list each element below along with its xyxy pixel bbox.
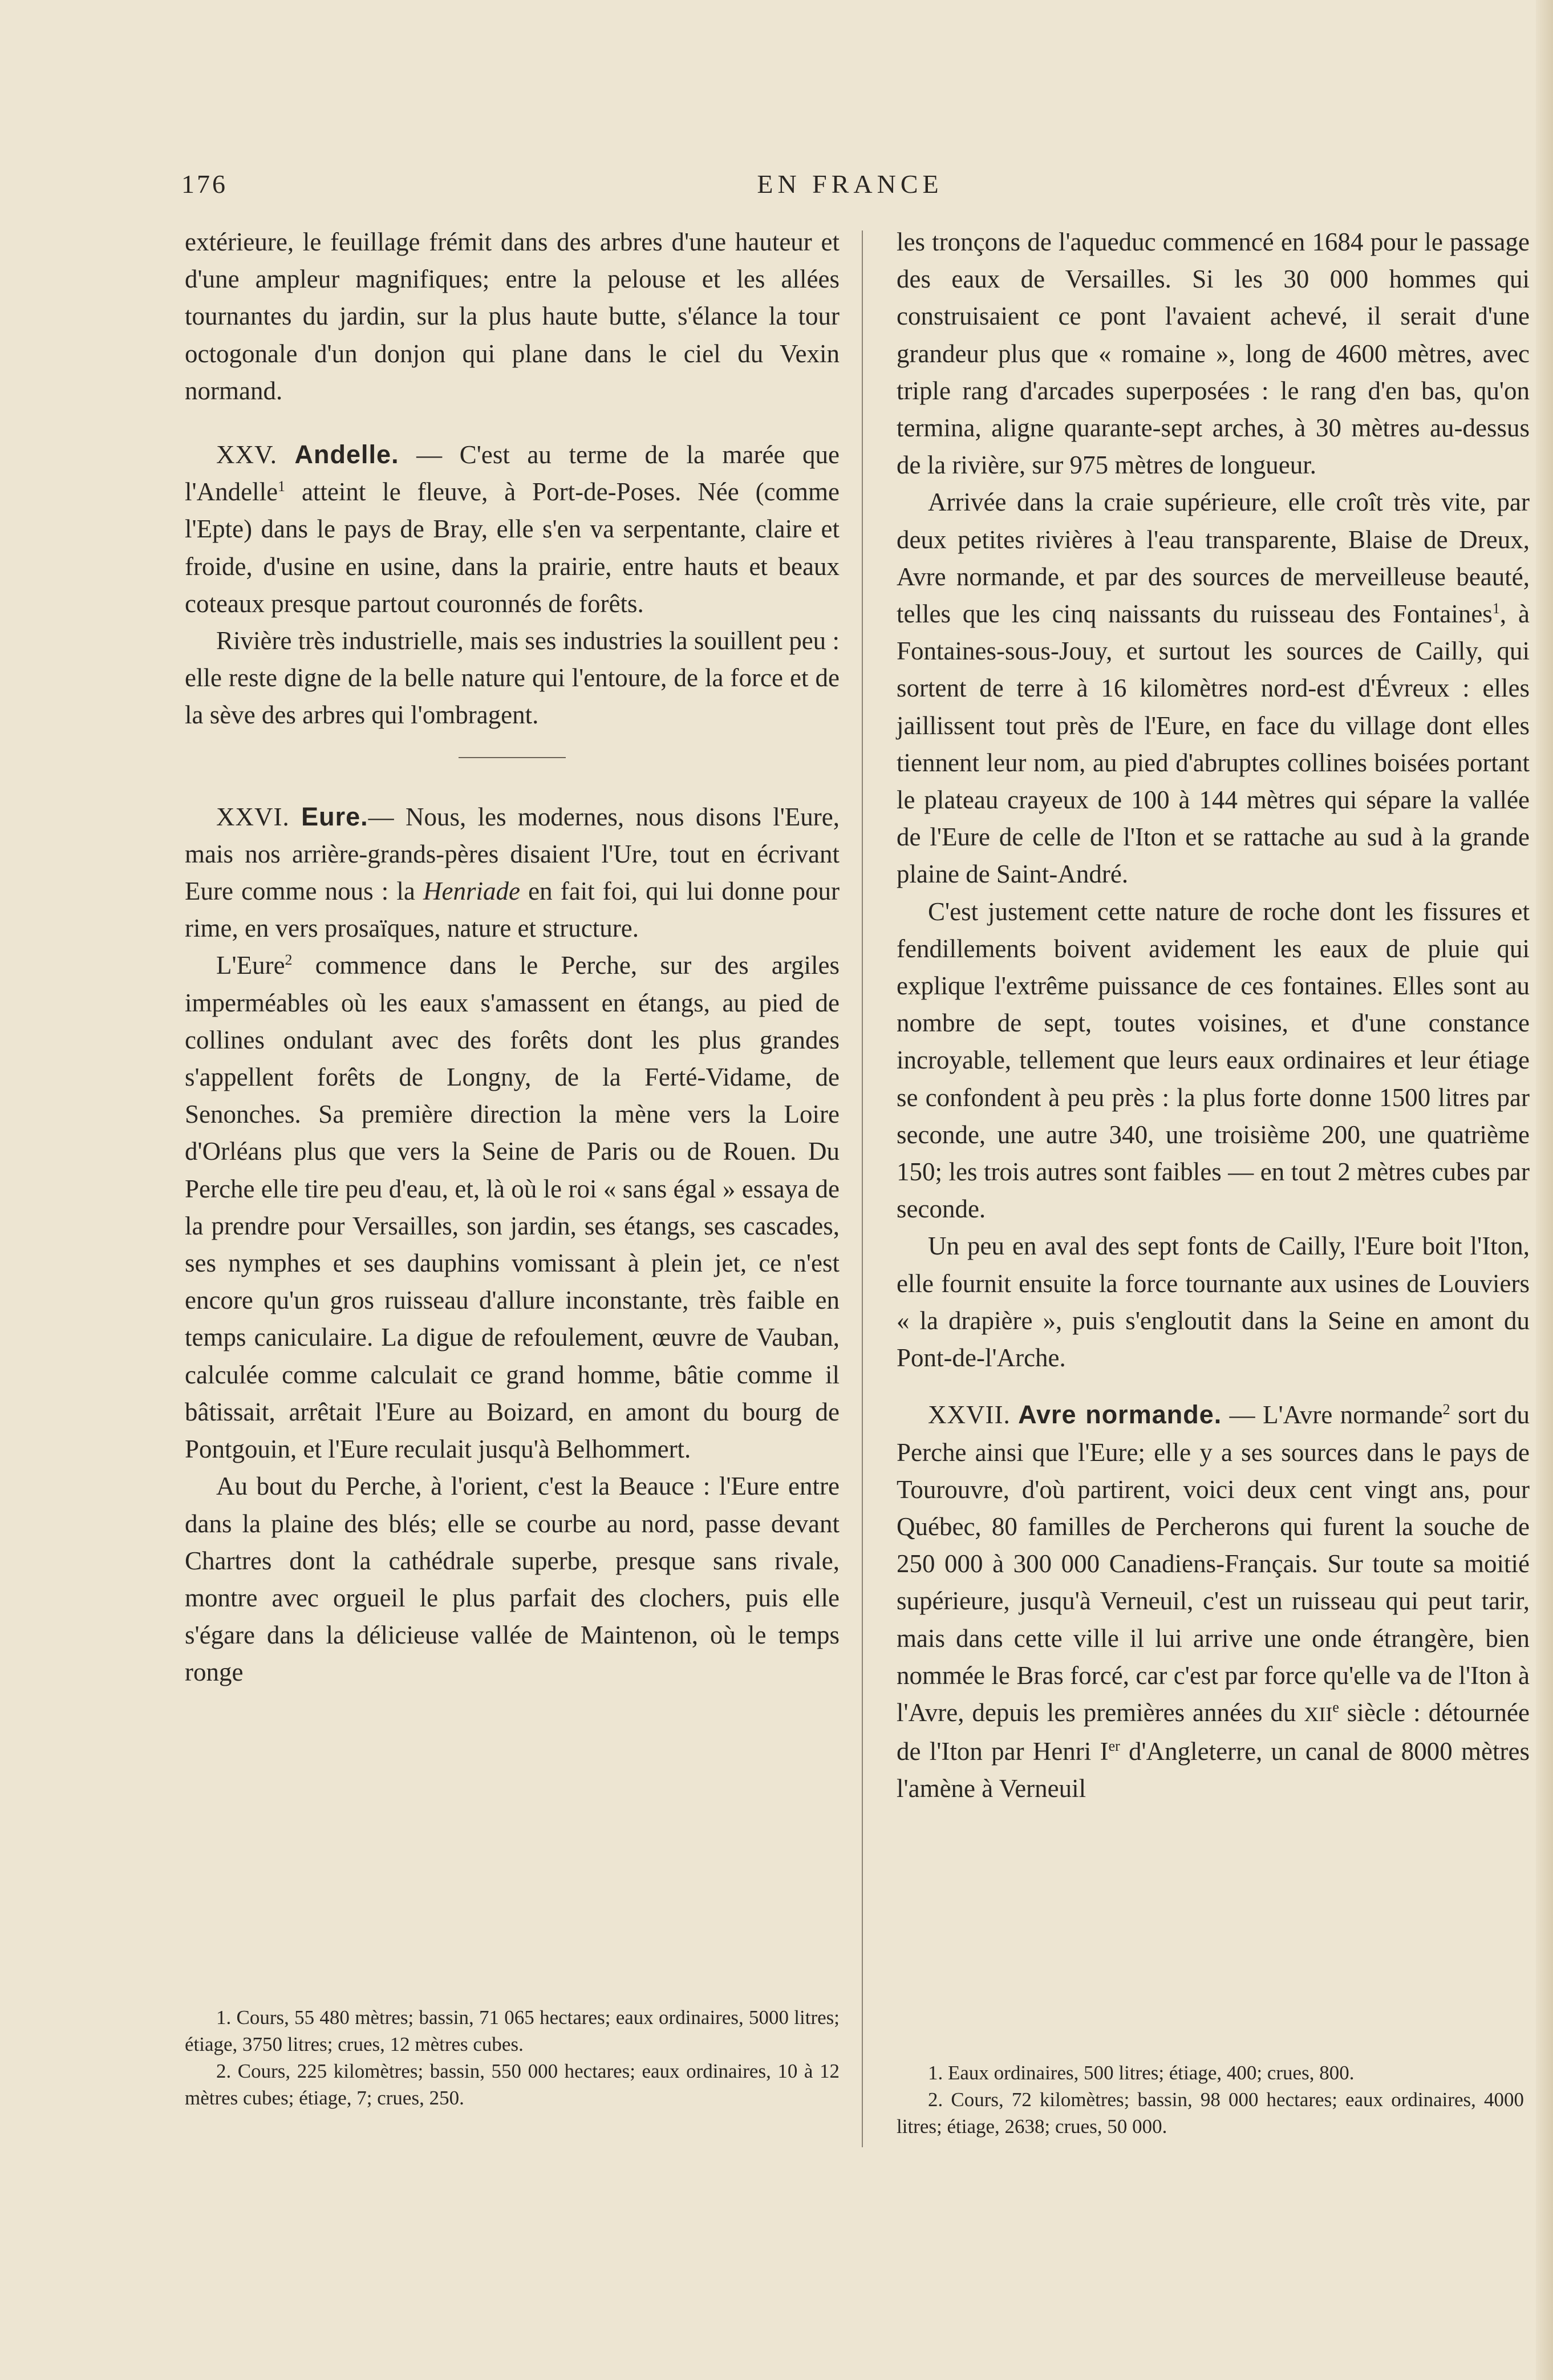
paragraph-text: siècle : détournée de l'Iton par Henri: [897, 1698, 1530, 1766]
running-title: EN FRANCE: [757, 169, 943, 199]
paragraph-text: L'Eure: [216, 951, 285, 980]
italic-title: Henriade: [423, 877, 520, 906]
page-number: 176: [181, 169, 228, 199]
paragraph-text: Arrivée dans la craie supérieure, elle croît très vite, par deux petites rivières à l'eau transparente, Blaise de Dreux, Avre normande, et par des sources de merveilleuse beauté, telles que les cinq naissants du ruisseau des Fontaines: [897, 488, 1530, 629]
paragraph: les tronçons de l'aqueduc commencé en 1684 pour le passage des eaux de Versailles. Si les 30 000 hommes qui construisaient ce pont l'avaient achevé, il serait d'une grandeur plus que « romaine », long de 4600 mètres, avec triple rang d'arcades superposées : le rang d'en bas, qu'on termina, aligne quarante-sept arches, à 30 mètres au-dessus de la rivière, sur 975 mètres de longueur.: [897, 228, 1530, 480]
section-xxvi: [185, 798, 840, 948]
paragraph: Un peu en aval des sept fonts de Cailly, l'Eure boit l'Iton, elle fournit ensuite la force tournante aux usines de Louviers « la drapière », puis s'engloutit dans la Seine en amont du Pont-de-l'Arche.: [897, 1232, 1530, 1373]
paragraph-text: , à Fontaines-sous-Jouy, et surtout les sources de Cailly, qui sortent de terre à 16 kilomètres nord-est d'Évreux : elles jaillissent tout près de l'Eure, en face du village dont elles tiennent leur nom, au pied d'abruptes collines boisées portant le plateau crayeux de 100 à 144 mètres qui sépare la vallée de l'Eure de celle de l'Iton et se rattache au sud à la grande plaine de Saint-André.: [897, 600, 1530, 889]
section-title-andelle: Andelle.: [294, 440, 399, 469]
section-separator: [459, 757, 566, 758]
section-number: XXVI.: [216, 802, 290, 831]
paragraph-text: commence dans le Perche, sur des argiles imperméables où les eaux s'amassent en étangs, au pied de collines ondulant avec des forêts dont les plus grandes s'appellent forêts de Longny, de la Ferté-Vidame, de Senonches. Sa première direction la mène vers la Loire d'Orléans plus que vers la Seine de Paris ou de Rouen. Du Perche elle tire peu d'eau, et, là où le roi « sans égal » essaya de la prendre pour Versailles, son jardin, ses étangs, ses cascades, ses nymphes et ses dauphins vomissant à plein jet, ce n'est encore qu'un gros ruisseau d'allure inconstante, très faible en temps caniculaire. La digue de refoulement, œuvre de Vauban, calculée comme calculait ce grand homme, bâtie comme il bâtissait, arrêtait l'Eure au Boizard, en amont du bourg de Pontgouin, et l'Eure reculait jusqu'à Belhommert.: [185, 951, 840, 1464]
paragraph-text: en fait foi, qui lui donne pour rime, en vers prosaïques, nature et structure.: [185, 877, 840, 943]
paragraph: Au bout du Perche, à l'orient, c'est la Beauce : l'Eure entre dans la plaine des blés; elle se courbe au nord, passe devant Chartres dont la cathédrale superbe, presque sans rivale, montre avec orgueil le plus parfait des clochers, puis elle s'égare dans la délicieuse vallée de Maintenon, où le temps ronge: [185, 1472, 840, 1687]
section-xxvii: [897, 1396, 1530, 1807]
paragraph-text: d'Angleterre, un canal de 8000 mètres l'amène à Verneuil: [897, 1737, 1530, 1803]
column-divider: [862, 230, 863, 2147]
paragraph: Rivière très industrielle, mais ses industries la souillent peu : elle reste digne de la belle nature qui l'entoure, de la force et de la sève des arbres qui l'ombragent.: [185, 626, 840, 730]
right-column: [897, 224, 1530, 1808]
paragraph-text: — Nous, les modernes, nous disons l'Eure, mais nos arrière-grands-pères disaient l'Ure, tout en écrivant Eure comme nous : la: [185, 802, 840, 906]
section-title-eure: Eure.: [301, 802, 368, 831]
section-number: XXV.: [216, 440, 277, 469]
footnote: 1. Eaux ordinaires, 500 litres; étiage, 400; crues, 800.: [928, 2062, 1355, 2084]
footnote: 1. Cours, 55 480 mètres; bassin, 71 065 hectares; eaux ordinaires, 5000 litres; étiage, 3750 litres; crues, 12 mètres cubes.: [185, 2006, 840, 2055]
paragraph-text: — C'est au terme de la marée que l'Andelle: [185, 440, 840, 507]
paragraph-text: atteint le fleuve, à Port-de-Poses. Née (comme l'Epte) dans le pays de Bray, elle s'en va serpentante, claire et froide, d'usine en usine, dans la prairie, entre hauts et beaux coteaux presque partout couronnés de forêts.: [185, 477, 840, 618]
section-xxv: [185, 436, 840, 622]
superscript: e: [1332, 1698, 1339, 1715]
running-header: [181, 169, 1519, 203]
left-column: [185, 224, 840, 1691]
footnotes-right: [897, 2059, 1524, 2140]
superscript: er: [1108, 1738, 1120, 1755]
paragraph-text: sort du Perche ainsi que l'Eure; elle y a ses sources dans le pays de Tourouvre, d'où partirent, voici deux cent vingt ans, pour Québec, 80 familles de Percherons qui furent la souche de 250 000 à 300 000 Canadiens-Français. Sur toute sa moitié supérieure, jusqu'à Verneuil, c'est un ruisseau qui peut tarir, mais dans cette ville il lui arrive une onde étrangère, bien nommée le Bras forcé, car c'est par force qu'elle va de l'Iton à l'Avre, depuis les premières années du: [897, 1401, 1530, 1727]
paragraph: extérieure, le feuillage frémit dans des arbres d'une hauteur et d'une ampleur magnifiques; entre la pelouse et les allées tournantes du jardin, sur la plus haute butte, s'élance la tour octogonale d'un donjon qui plane dans le ciel du Vexin normand.: [185, 228, 840, 405]
section-title-avre-normande: Avre normande.: [1018, 1400, 1222, 1430]
roman-numeral: I: [1100, 1737, 1109, 1766]
footnote-ref: 1: [278, 478, 286, 495]
paragraph: [897, 484, 1530, 893]
footnote-ref: 1: [1492, 600, 1500, 617]
footnote: 2. Cours, 225 kilomètres; bassin, 550 000 hectares; eaux ordinaires, 10 à 12 mètres cubes; étiage, 7; crues, 250.: [185, 2060, 840, 2109]
footnote-ref: 2: [285, 952, 293, 969]
page-edge: [1536, 0, 1553, 2380]
paragraph: C'est justement cette nature de roche dont les fissures et fendillements boivent avidement les eaux de pluie qui explique l'extrême puissance de ces fontaines. Elles sont au nombre de sept, toutes voisines, et d'une constance incroyable, tellement que leurs eaux ordinaires et leur étiage se confondent à peu près : la plus forte donne 1500 litres par seconde, une autre 340, une troisième 200, une quatrième 150; les trois autres sont faibles — en tout 2 mètres cubes par seconde.: [897, 897, 1530, 1224]
paragraph: [185, 947, 840, 1468]
paragraph-text: — L'Avre normande: [1222, 1401, 1443, 1430]
footnotes-left: [185, 2004, 840, 2111]
century-numeral: XII: [1304, 1702, 1333, 1726]
footnote: 2. Cours, 72 kilomètres; bassin, 98 000 hectares; eaux ordinaires, 4000 litres; étiage, 2638; crues, 50 000.: [897, 2088, 1524, 2138]
footnote-ref: 2: [1442, 1401, 1450, 1418]
section-number: XXVII.: [928, 1401, 1011, 1430]
